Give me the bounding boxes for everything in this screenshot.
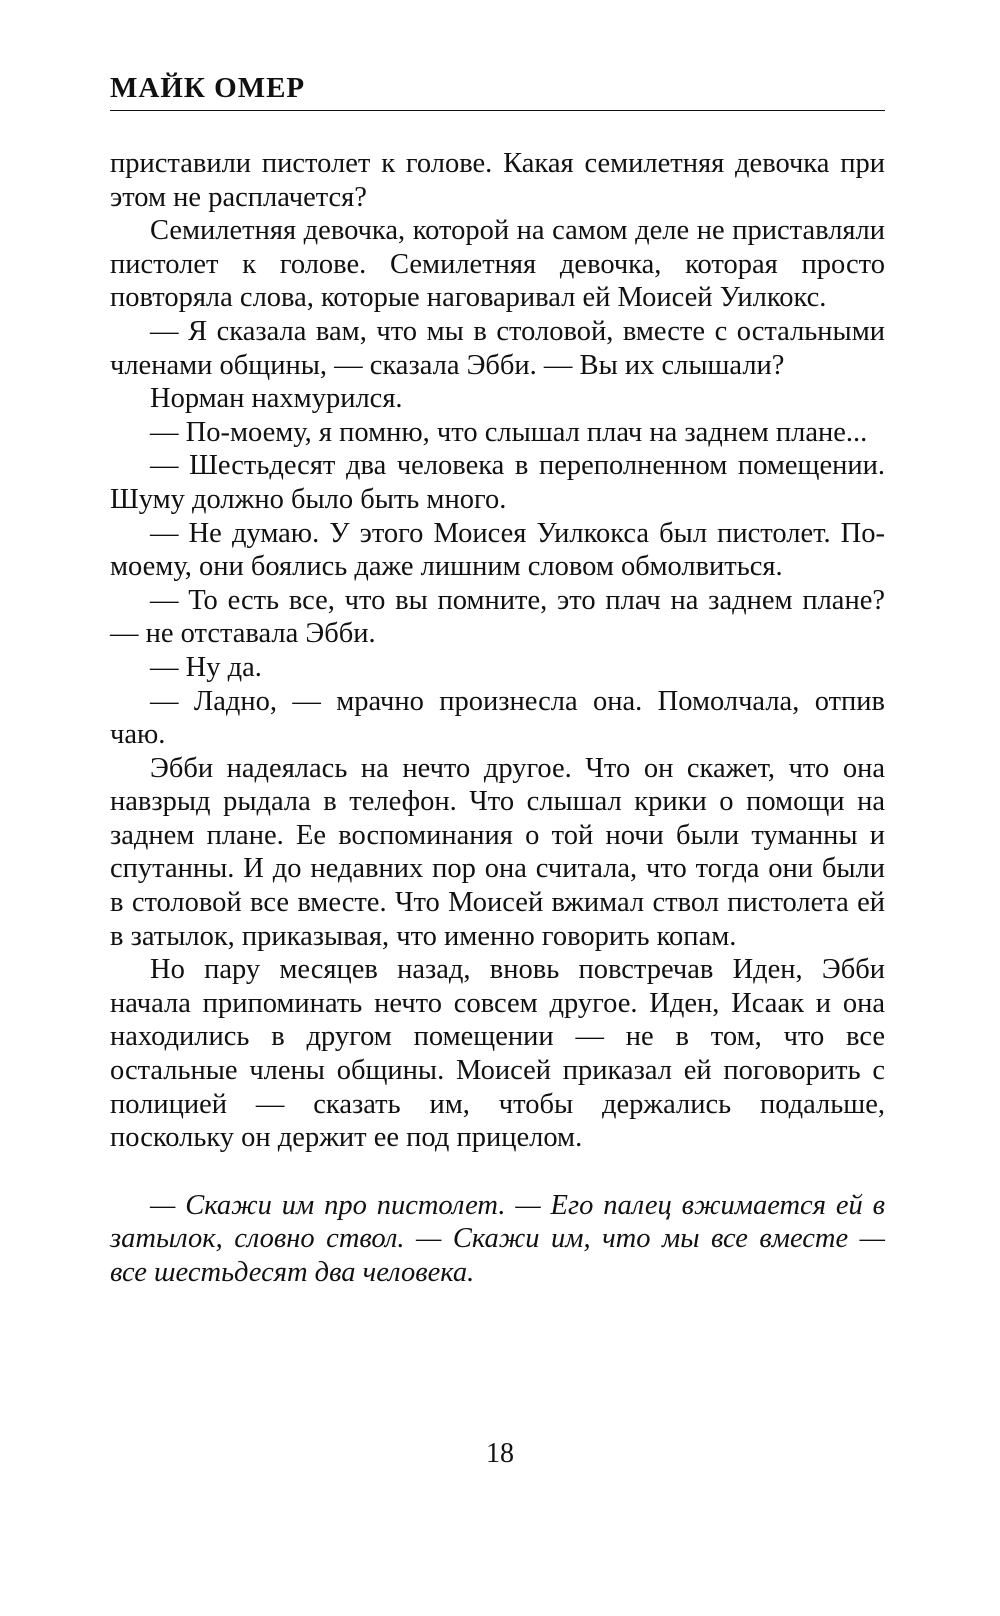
italic-paragraph: — Скажи им про пистолет. — Его палец вжимается ей в затылок, словно ствол. — Скажи им, что мы все вместе — все шестьдесят два человека. [110, 1189, 885, 1288]
paragraph: — Я сказала вам, что мы в столовой, вместе с остальными членами общины, — сказала Эбби. — Вы их слышали? [110, 315, 885, 381]
body-text [110, 147, 885, 1155]
paragraph: Семилетняя девочка, которой на самом деле не приставляли пистолет к голове. Семилетняя девочка, которая просто повторяла слова, которые наговаривал ей Моисей Уилкокс. [110, 215, 885, 314]
italic-flashback [110, 1189, 885, 1290]
paragraph: Но пару месяцев назад, вновь повстречав Иден, Эбби начала припоминать нечто совсем другое. Иден, Исаак и она находились в другом помещении — не в том, что все остальные члены общины. Моисей приказал ей поговорить с полицией — сказать им, чтобы держались подальше, поскольку он держит ее под прицелом. [110, 954, 885, 1154]
paragraph: — Шестьдесят два человека в переполненном помещении. Шуму должно было быть много. [110, 450, 885, 515]
paragraph: — Не думаю. У этого Моисея Уилкокса был пистолет. По-моему, они боялись даже лишним словом обмолвиться. [110, 517, 885, 583]
paragraph: — Ладно, — мрачно произнесла она. Помолчала, отпив чаю. [110, 685, 885, 751]
running-head-author: МАЙК ОМЕР [110, 70, 885, 111]
paragraph: Норман нахмурился. [150, 383, 403, 415]
paragraph: Эбби надеялась на нечто другое. Что он скажет, что она навзрыд рыдала в телефон. Что слышал крики о помощи на заднем плане. Ее воспоминания о той ночи были туманны и спутанны. И до недавних пор она считала, что тогда они были в столовой все вместе. Что Моисей вжимал ствол пистолета ей в затылок, приказывая, что именно говорить копам. [110, 752, 885, 952]
paragraph: приставили пистолет к голове. Какая семилетняя девочка при этом не расплачется? [110, 148, 885, 213]
page-number: 18 [486, 1438, 514, 1469]
paragraph: — То есть все, что вы помните, это плач на заднем плане? — не отставала Эбби. [110, 584, 885, 650]
paragraph: — Ну да. [150, 651, 262, 683]
paragraph: — По-моему, я помню, что слышал плач на заднем плане... [150, 416, 868, 448]
book-page [110, 70, 885, 1290]
